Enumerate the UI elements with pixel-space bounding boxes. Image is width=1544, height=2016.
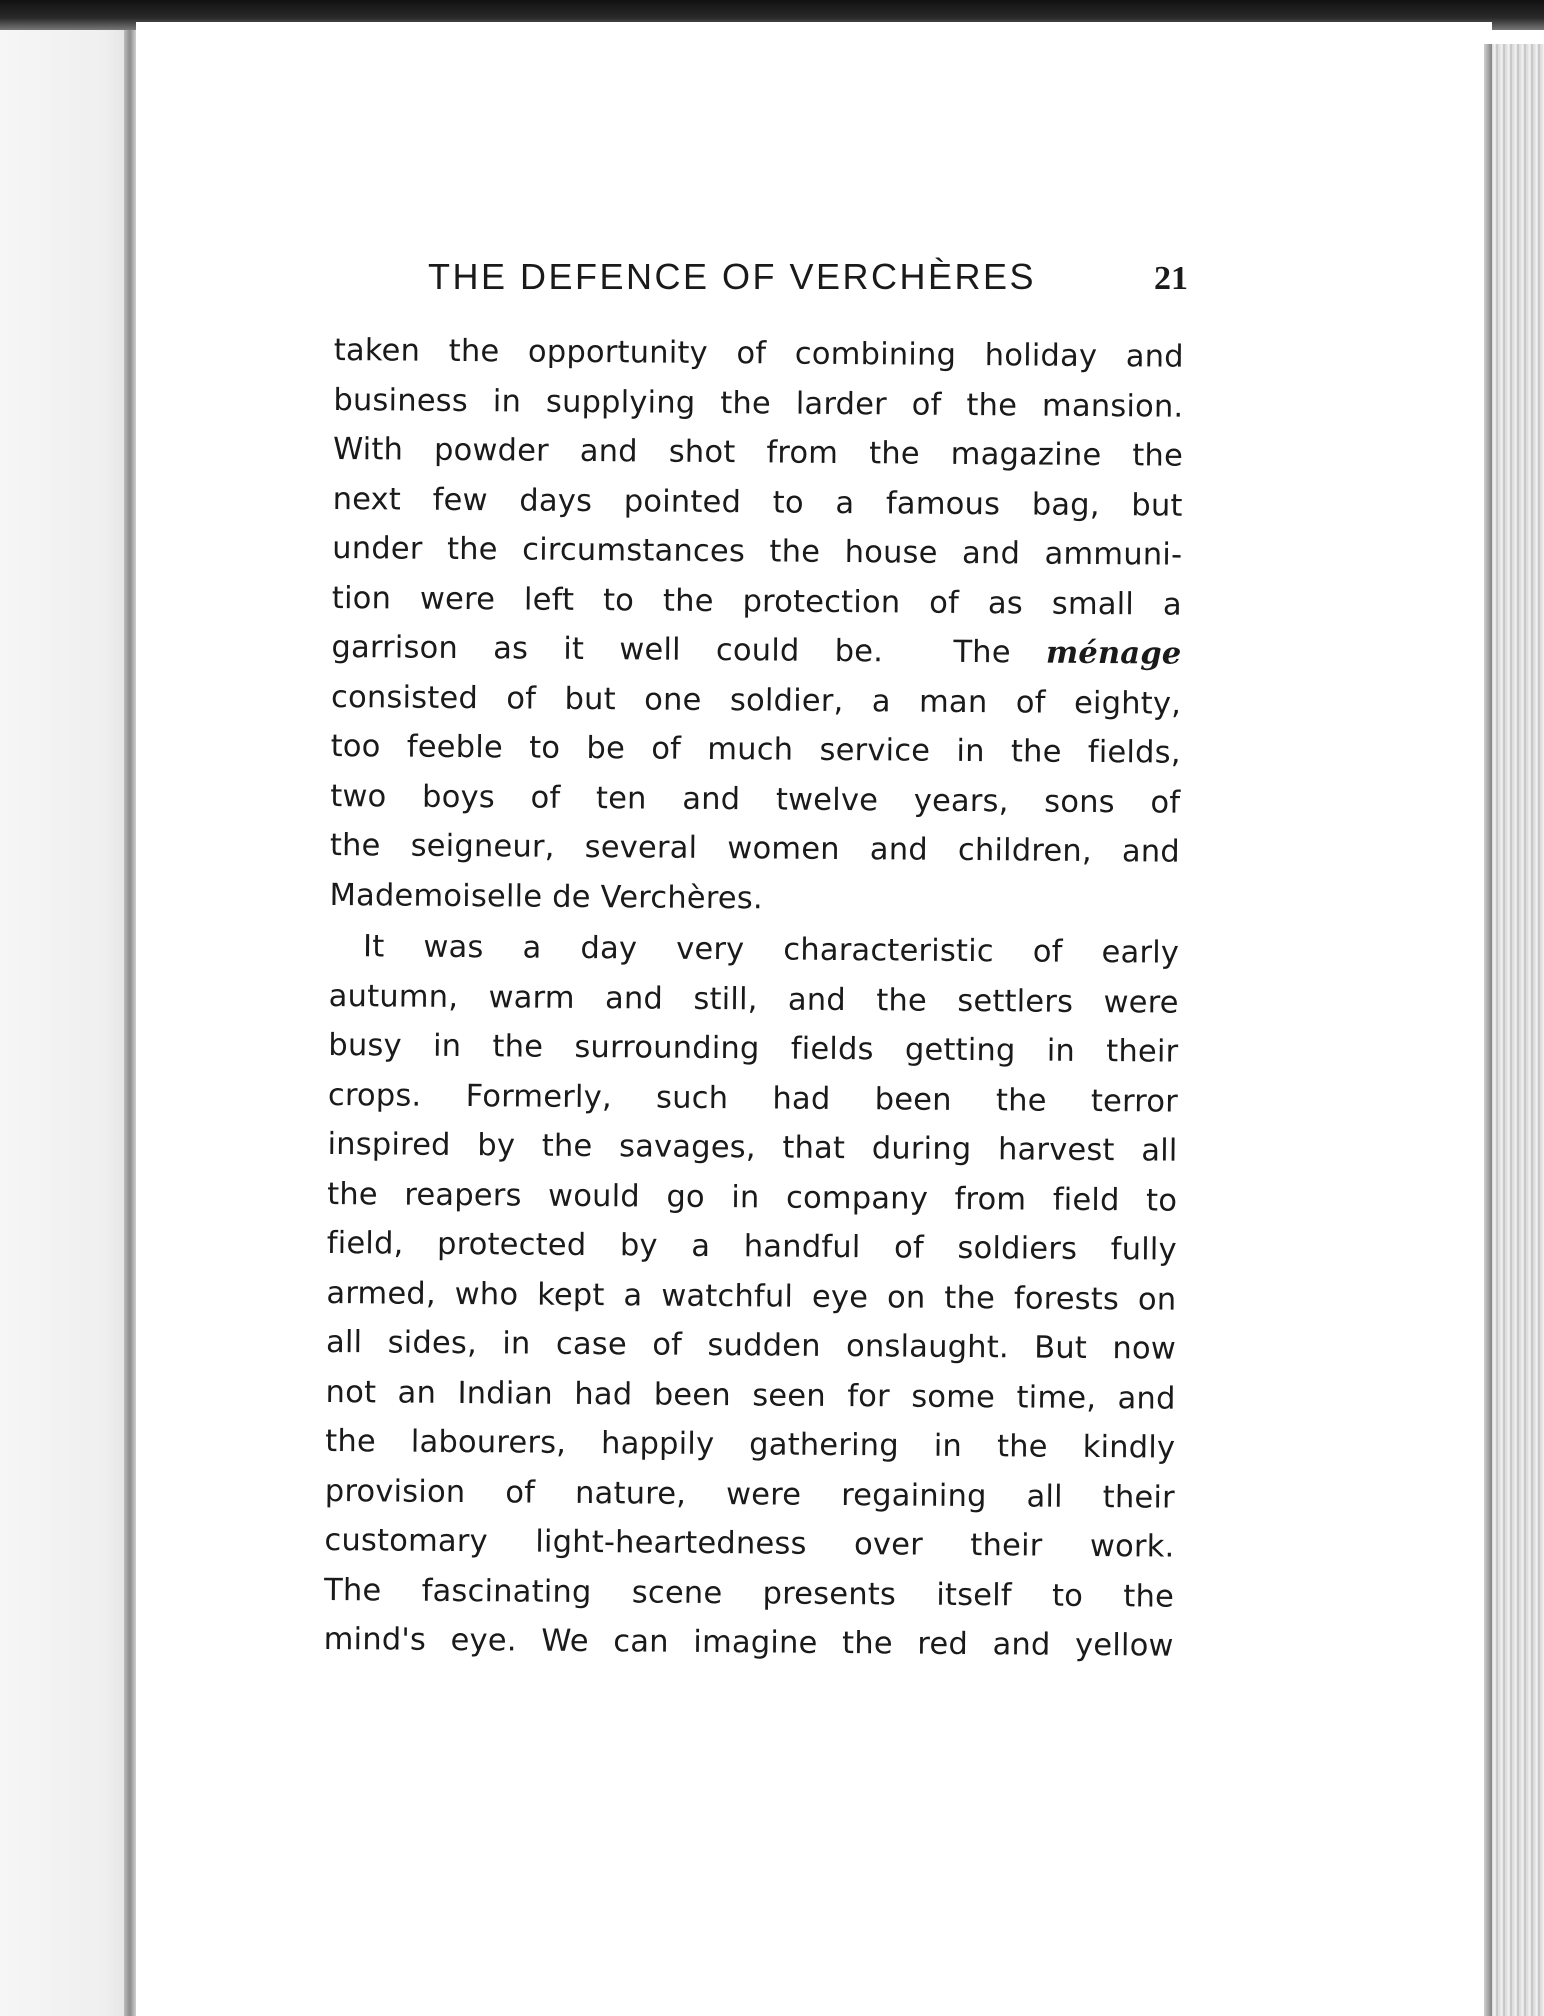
text-line: customary light-heartedness over their work.: [324, 1522, 1175, 1565]
book-spine-edge: [124, 30, 136, 2016]
text-line: Mademoiselle de Verchères.: [329, 877, 763, 916]
text-line: tion were left to the protection of as small a: [331, 580, 1182, 623]
text-line: crops. Formerly, such had been the terror: [327, 1077, 1179, 1120]
body-text: [323, 326, 1183, 1671]
text-line: consisted of but one soldier, a man of eighty,: [330, 679, 1182, 722]
text-line: taken the opportunity of combining holiday and: [333, 332, 1184, 375]
text-line: inspired by the savages, that during harvest all: [327, 1126, 1178, 1169]
text-line: autumn, warm and still, and the settlers were: [328, 978, 1179, 1021]
text-line: The fascinating scene presents itself to the: [323, 1572, 1175, 1615]
text-line: the reapers would go in company from field to: [327, 1176, 1178, 1219]
text-line: the seigneur, several women and children, and: [329, 827, 1181, 870]
text-line: two boys of ten and twelve years, sons of: [330, 778, 1181, 821]
text-line: busy in the surrounding fields getting in their: [328, 1027, 1179, 1070]
page-stack-edges: [1492, 44, 1544, 2016]
paragraph-2: [323, 922, 1179, 1671]
text-line: provision of nature, were regaining all their: [324, 1473, 1175, 1516]
text-line: business in supplying the larder of the mansion.: [333, 382, 1184, 425]
text-line: the labourers, happily gathering in the kindly: [325, 1423, 1176, 1466]
text-line: too feeble to be of much service in the fields,: [330, 728, 1181, 771]
text-line: mind's eye. We can imagine the red and yellow: [323, 1621, 1174, 1664]
paragraph-1: [329, 326, 1184, 927]
running-head: [428, 256, 1188, 298]
facing-page-margin: [0, 30, 130, 2016]
text-line: It was a day very characteristic of early: [362, 929, 1180, 971]
text-line: field, protected by a handful of soldiers fully: [326, 1225, 1177, 1268]
text-line: armed, who kept a watchful eye on the forests on: [326, 1275, 1177, 1318]
text-line: With powder and shot from the magazine the: [332, 431, 1184, 474]
text-line: under the circumstances the house and ammuni-: [332, 530, 1183, 573]
page-number: 21: [1154, 260, 1188, 297]
text-line-with-italic: [331, 623, 1181, 679]
italic-word: ménage: [1045, 634, 1182, 672]
text-line: all sides, in case of sudden onslaught. But now: [325, 1324, 1177, 1367]
text-run: garrison as it well could be. The: [331, 629, 1047, 671]
text-line: not an Indian had been seen for some time, and: [325, 1374, 1176, 1417]
text-line: next few days pointed to a famous bag, but: [332, 481, 1183, 524]
running-title: THE DEFENCE OF VERCHÈRES: [428, 256, 1037, 297]
